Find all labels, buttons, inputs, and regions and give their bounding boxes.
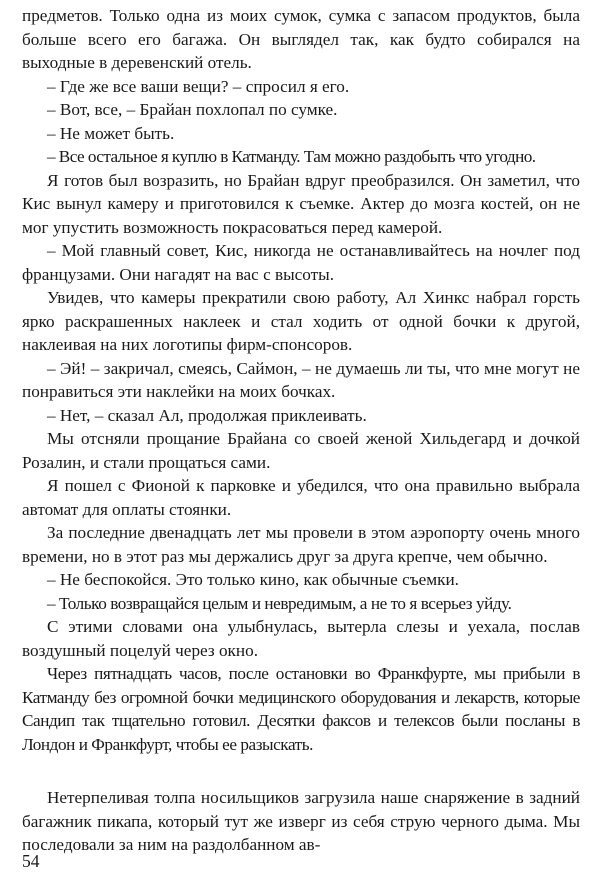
paragraph: – Вот, все, – Брайан похлопал по сумке. [47, 100, 338, 119]
paragraph: Я готов был возразить, но Брайан вдруг преобразился. Он заметил, что Кис вынул камеру и приготовился к съемке. Актер до мозга костей, он не мог упустить возможность покрасоваться перед камерой. [22, 170, 580, 237]
paragraph: – Где же все ваши вещи? – спросил я его. [47, 76, 350, 96]
page-number: 54 [22, 851, 40, 871]
paragraph: Я пошел с Фионой к парковке и убедился, что она правильно выбрала автомат для оплаты стоянки. [22, 476, 580, 519]
paragraph: Мы отсняли прощание Брайана со своей женой Хильдегард и дочкой Розалин, и стали прощаться сами. [22, 429, 580, 472]
paragraph: предметов. Только одна из моих сумок, сумка с запасом продуктов, была больше всего его багажа. Он выглядел так, как будто собирался на выходные в деревенский отель. [22, 6, 580, 72]
book-page-body [22, 4, 580, 857]
paragraph: – Мой главный совет, Кис, никогда не останавливайтесь на ночлег под французами. Они нагадят на вас с высоты. [22, 241, 580, 284]
paragraph: – Не может быть. [47, 123, 175, 143]
paragraph: С этими словами она улыбнулась, вытерла слезы и уехала, послав воздушный поцелуй через окно. [22, 617, 580, 660]
paragraph: – Только возвращайся целым и невредимым, а не то я всерьез уйду. [47, 593, 512, 613]
paragraph: Нетерпеливая толпа носильщиков загрузила наше снаряжение в задний багажник пикапа, который тут же изверг из себя струю черного дыма. Мы последовали за ним на раздолбанном ав- [22, 788, 580, 854]
paragraph: Через пятнадцать часов, после остановки во Франкфурте, мы прибыли в Катманду без огромной бочки медицинского оборудования и лекарств, которые Сандип так тщательно готовил. Десятки факсов и телексов были посланы в Лондон и Франкфурт, чтобы ее разыскать. [22, 664, 580, 754]
paragraph: – Нет, – сказал Ал, продолжая приклеивать. [47, 405, 367, 425]
paragraph: За последние двенадцать лет мы провели в этом аэропорту очень много времени, но в этот раз мы держались друг за друга крепче, чем обычно. [22, 523, 580, 566]
paragraph: Увидев, что камеры прекратили свою работу, Ал Хинкс набрал горсть ярко раскрашенных наклеек и стал ходить от одной бочки к другой, наклеивая на них логотипы фирм-спонсоров. [22, 288, 580, 354]
paragraph: – Не беспокойся. Это только кино, как обычные съемки. [47, 570, 459, 589]
section-break [22, 756, 580, 786]
paragraph: – Все остальное я куплю в Катманду. Там можно раздобыть что угодно. [47, 147, 536, 166]
paragraph: – Эй! – закричал, смеясь, Саймон, – не думаешь ли ты, что мне могут не понравиться эти наклейки на моих бочках. [22, 358, 580, 401]
